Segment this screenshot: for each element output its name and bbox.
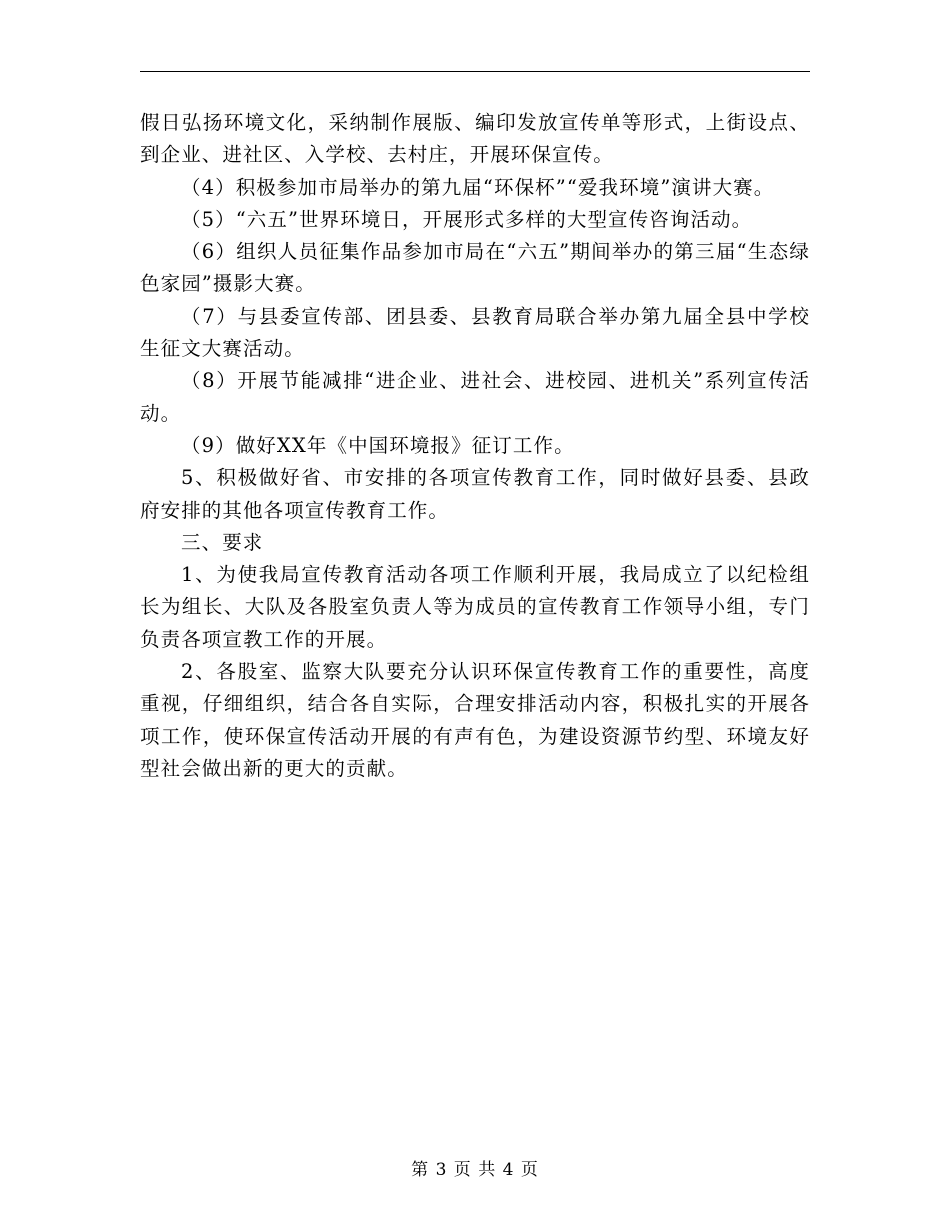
paragraph-item-5: （5）“六五”世界环境日，开展形式多样的大型宣传咨询活动。 bbox=[181, 207, 753, 231]
paragraph-section-5: 5、积极做好省、市安排的各项宣传教育工作，同时做好县委、县政府安排的其他各项宣传教育工作。 bbox=[140, 466, 810, 522]
page-number-footer: 第 3 页 共 4 页 bbox=[411, 1160, 539, 1180]
paragraph-item-4: （4）积极参加市局举办的第九届“环保杯”“爱我环境”演讲大赛。 bbox=[181, 175, 775, 199]
document-body bbox=[140, 107, 810, 785]
section-heading-requirements: 三、要求 bbox=[181, 530, 264, 554]
paragraph-requirement-2: 2、各股室、监察大队要充分认识环保宣传教育工作的重要性，高度重视，仔细组织，结合各自实际，合理安排活动内容，积极扎实的开展各项工作，使环保宣传活动开展的有声有色，为建设资源节约型、环境友好型社会做出新的更大的贡献。 bbox=[140, 660, 810, 780]
paragraph-item-8: （8）开展节能减排“进企业、进社会、进校园、进机关”系列宣传活动。 bbox=[140, 369, 810, 425]
paragraph-requirement-1: 1、为使我局宣传教育活动各项工作顺利开展，我局成立了以纪检组长为组长、大队及各股室负责人等为成员的宣传教育工作领导小组，专门负责各项宣教工作的开展。 bbox=[140, 563, 810, 651]
paragraph-item-9: （9）做好XX年《中国环境报》征订工作。 bbox=[181, 433, 575, 457]
paragraph-continuation: 假日弘扬环境文化，采纳制作展版、编印发放宣传单等形式，上街设点、到企业、进社区、入学校、去村庄，开展环保宣传。 bbox=[140, 111, 810, 167]
paragraph-item-7: （7）与县委宣传部、团县委、县教育局联合举办第九届全县中学校生征文大赛活动。 bbox=[140, 304, 810, 361]
header-rule bbox=[140, 71, 810, 72]
paragraph-item-6: （6）组织人员征集作品参加市局在“六五”期间举办的第三届“生态绿色家园”摄影大赛。 bbox=[140, 240, 810, 296]
